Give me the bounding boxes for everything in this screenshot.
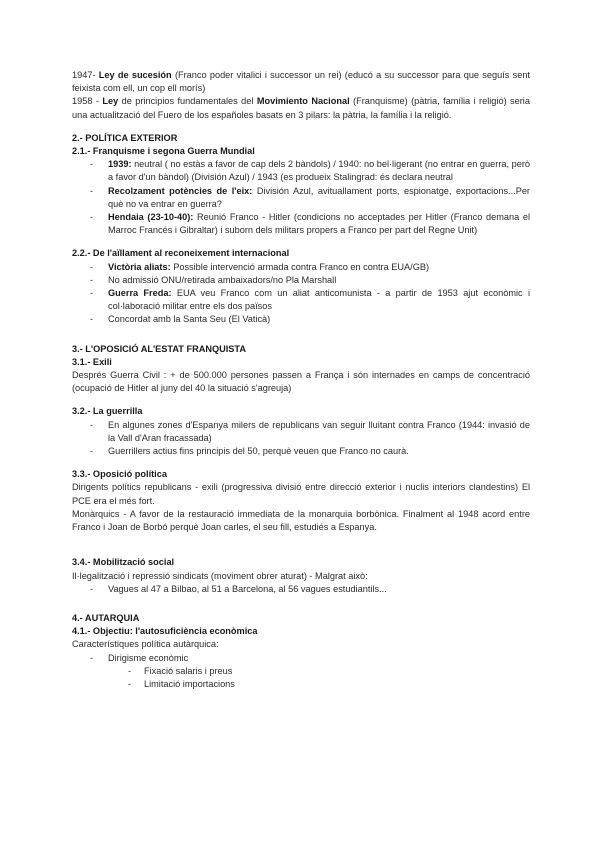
intro-law-1958: Ley <box>102 96 119 107</box>
section-2-1-title: 2.1.- Franquisme i segona Guerra Mundial <box>72 146 255 157</box>
section-4-1-text: Característiques política autàrquica: <box>72 639 219 650</box>
section-3-2-title: 3.2.- La guerrilla <box>72 406 143 417</box>
section-2-1-list <box>72 158 530 237</box>
section-3-3-text-a: Dirigents polítics republicans - exili (progressiva divisió entre direcció exterior i nuclis interiors clandestins) El PCE era el més fort. <box>72 482 530 506</box>
list-subitem: - Limitació importacions <box>72 678 530 691</box>
section-4-title: 4.- AUTARQUIA <box>72 612 140 623</box>
list-item: - En algunes zones d'Espanya milers de republicans van seguir lluitant contra Franco (1944: invasió de la Vall d'Aran fracassada) <box>72 419 530 445</box>
intro-paragraph-2 <box>72 95 530 121</box>
section-4-1-title: 4.1.- Objectiu: l'autosuficiència econòmica <box>72 626 258 637</box>
section-3-1-title: 3.1.- Exili <box>72 356 112 367</box>
list-item: - Concordat amb la Santa Seu (El Vaticà) <box>72 313 530 326</box>
section-3-4-text: Il·legalització i repressió sindicats (moviment obrer aturat) - Malgrat això: <box>72 570 368 581</box>
section-2-2-title: 2.2.- De l'aïllament al reconeixement internacional <box>72 248 290 259</box>
intro-text-1947: (Franco poder vitalici i successor un rei) (educó a su successor para que seguís sent feixista com ell, un cop ell morís) <box>72 70 530 94</box>
section-3-3-text-b: Monàrquics - A favor de la restauració immediata de la monarquia borbònica. Finalment al 1948 acord entre Franco i Joan de Borbó perquè Joan carles, el seu fill, estudiés a Espanya. <box>72 508 530 533</box>
intro-paragraph-1 <box>72 69 530 95</box>
section-3-4-list <box>72 583 530 596</box>
section-3-2-list <box>72 419 530 459</box>
section-3-3-title: 3.3.- Oposició política <box>72 469 167 480</box>
intro-law-1947: Ley de sucesión <box>98 70 172 80</box>
list-item: - Guerra Freda: EUA veu Franco com un aliat anticomunista - a partir de 1953 ajut econòmic i col·laboració militar entre els dos països <box>72 287 530 313</box>
list-item: - Dirigisme econòmic <box>72 652 530 665</box>
section-3-title: 3.- L'OPOSICIÓ AL'ESTAT FRANQUISTA <box>72 343 246 354</box>
section-2-2-list <box>72 261 530 327</box>
list-item: - Vagues al 47 a Bilbao, al 51 a Barcelona, al 56 vagues estudiantils... <box>72 583 530 596</box>
list-item: - 1939: neutral ( no estàs a favor de cap dels 2 bàndols) / 1940: no bel·ligerant (no entrar en guerra, però a favor d'un bàndol) (División Azul) / 1943 (es produeix Stalingrad: és declara neutral <box>72 158 530 184</box>
section-3-4-title: 3.4.- Mobilització social <box>72 557 175 568</box>
list-subitem: - Fixació salaris i preus <box>72 665 530 678</box>
list-item: - Guerrillers actius fins principis del 50, perquè veuen que Franco no caurà. <box>72 445 530 458</box>
intro-mid-1958: de principios fundamentales del <box>121 96 254 107</box>
list-item: - Recolzament potències de l'eix: División Azul, avituallament ports, espionatge, exportacions...Per què no va entrar en guerra? <box>72 185 530 211</box>
section-2-title: 2.- POLÍTICA EXTERIOR <box>72 132 178 143</box>
list-item: - Victòria aliats: Possible intervenció armada contra Franco en contra EUA/GB) <box>72 261 530 274</box>
list-item: - Hendaia (23-10-40): Reunió Franco - Hitler (condicions no acceptades per Hitler (Franco demana el Marroc Francés i Gibraltar) i suborn dels militars propers a Franco per part del Regne Unit) <box>72 211 530 237</box>
list-item: - No admissió ONU/retirada ambaixadors/no Pla Marshall <box>72 274 530 287</box>
intro-text-1958: (Franquisme) (pàtria, família i religió) seria una actualització del Fuero de los españoles basats en 3 pilars: la pàtria, la família i la religió. <box>72 96 530 120</box>
intro-year-1947: 1947- <box>72 70 96 80</box>
section-3-1-text: Després Guerra Civil : + de 500.000 persones passen a França i són internades en camps de concentració (ocupació de Hitler al juny del 40 la situació s'agreuja) <box>72 370 530 394</box>
intro-movement-1958: Movimiento Nacional <box>256 96 350 107</box>
section-4-1-list <box>72 652 530 692</box>
intro-year-1958: 1958 - <box>72 96 99 107</box>
document-page <box>72 69 530 691</box>
